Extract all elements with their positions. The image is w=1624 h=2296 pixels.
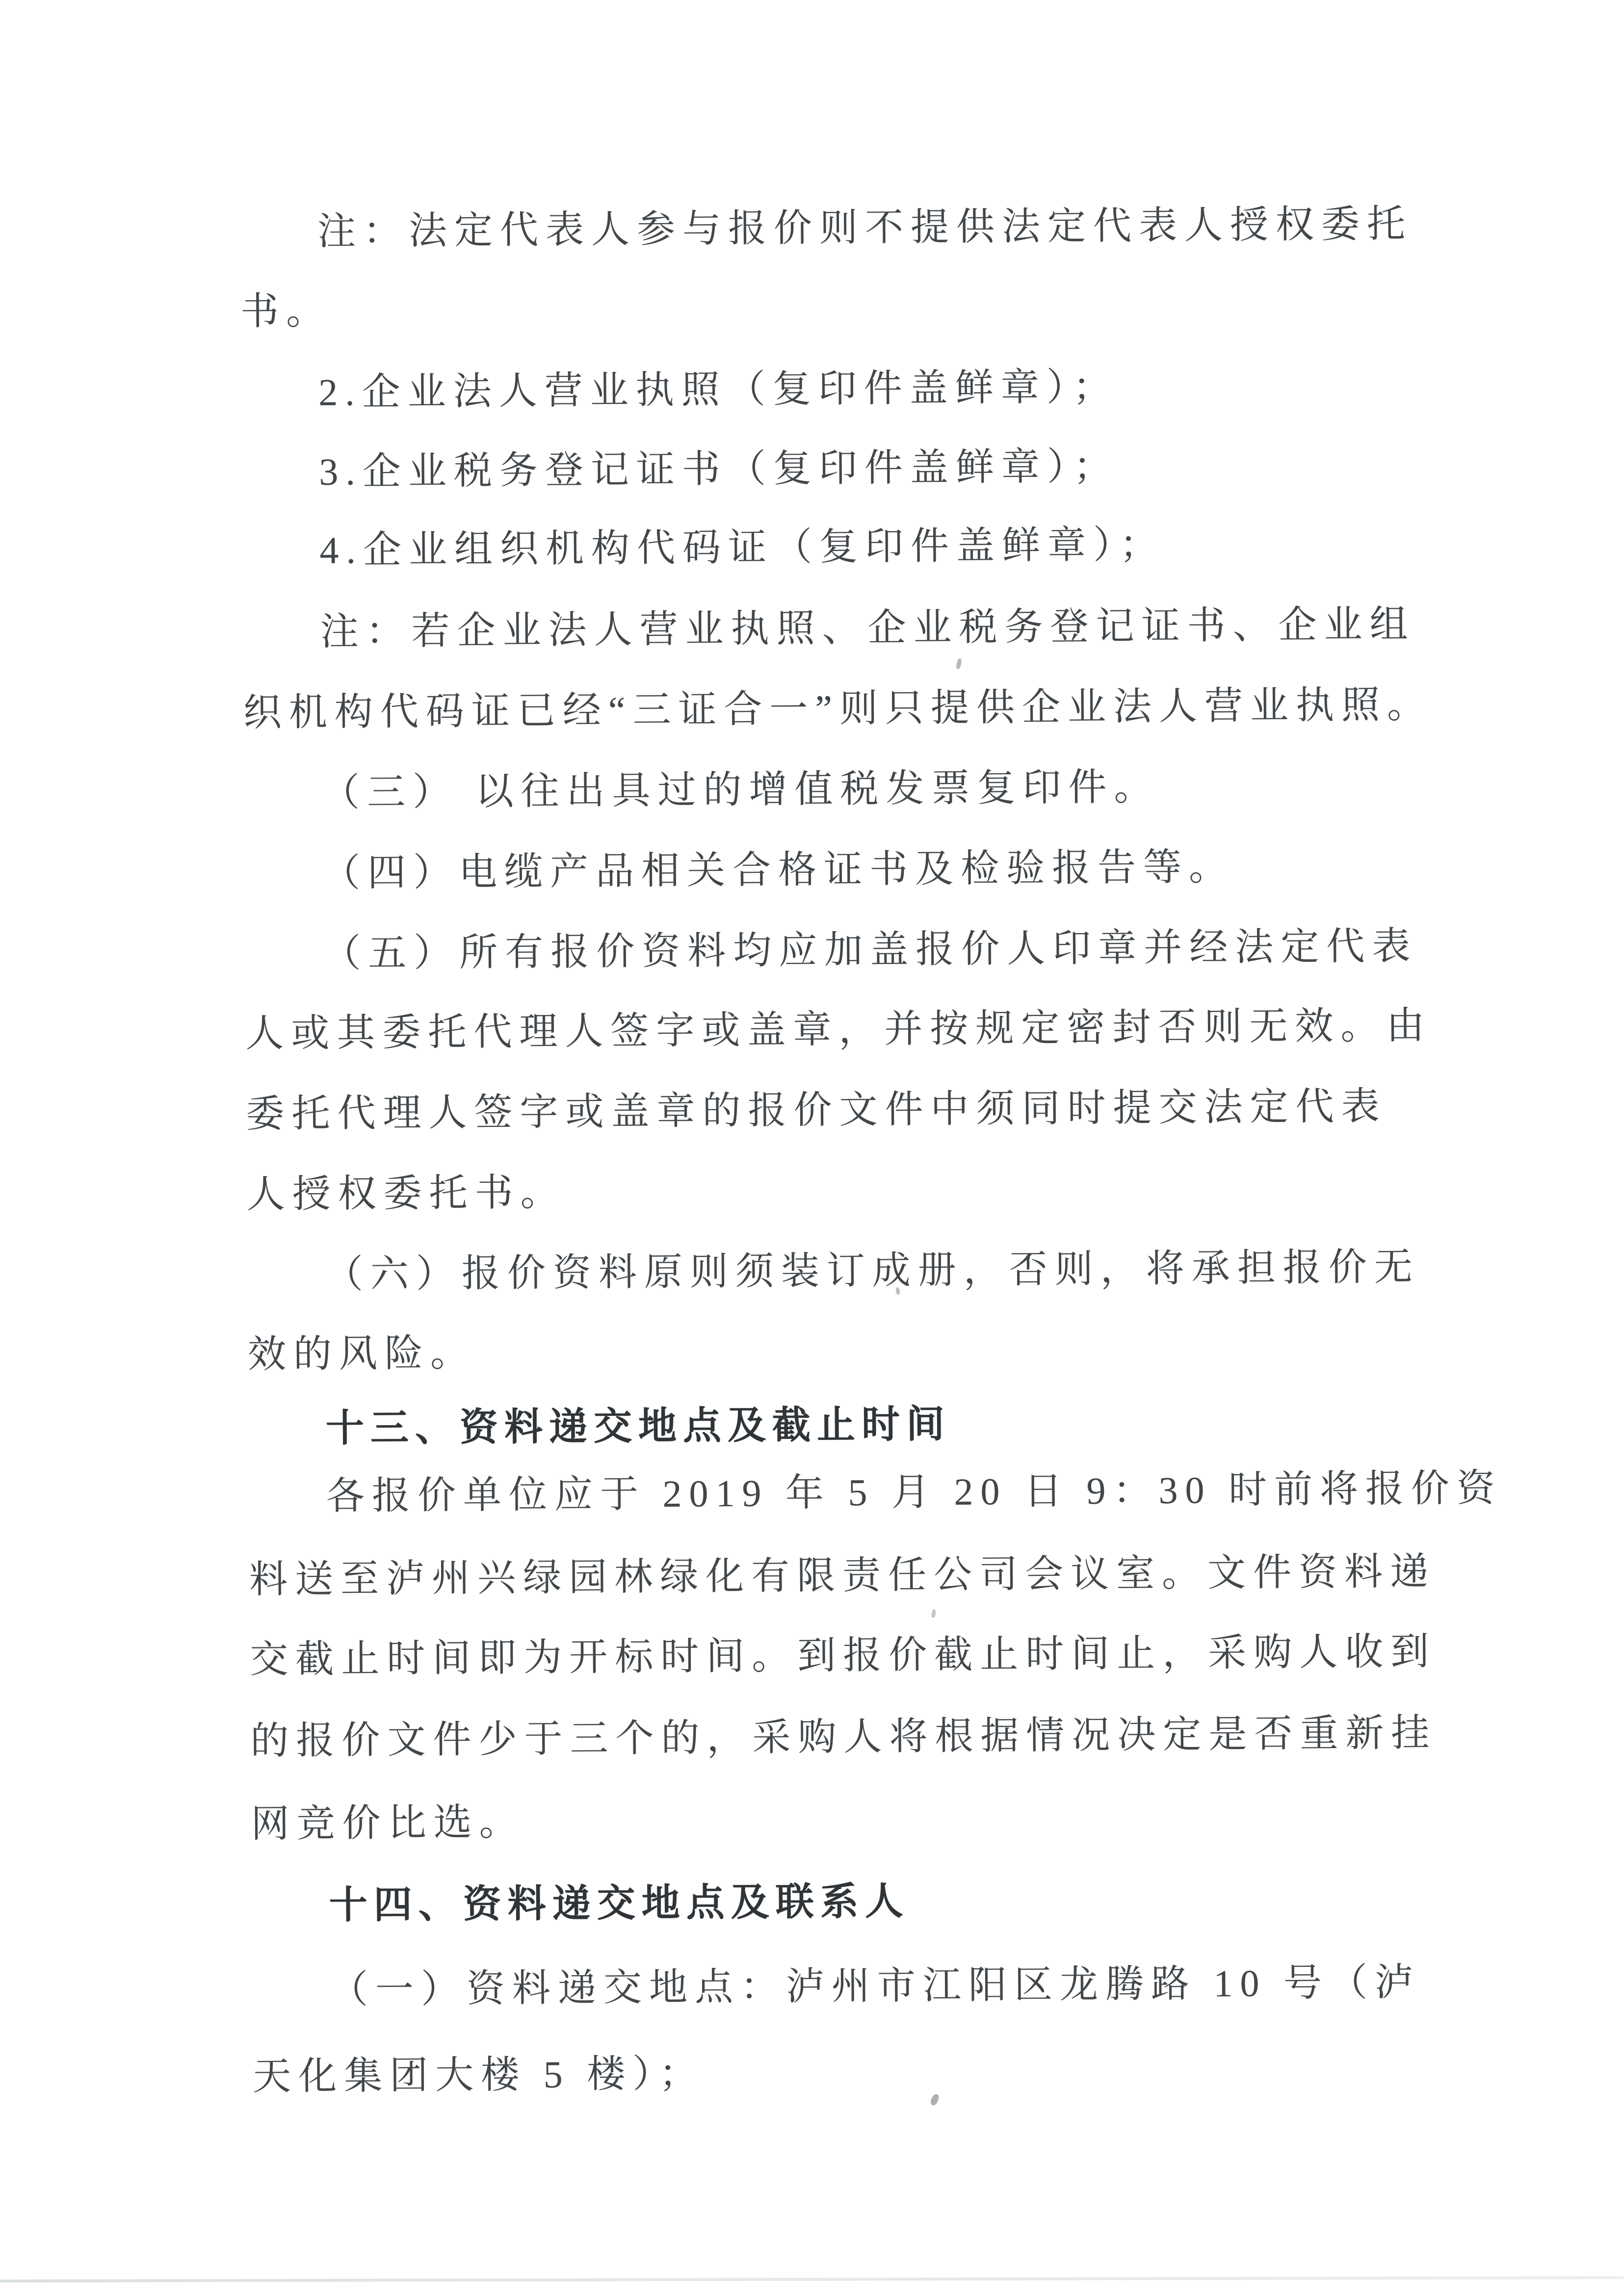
text-line: 交截止时间即为开标时间。到报价截止时间止，采购人收到	[249, 1630, 1437, 1681]
text-line: 料送至泸州兴绿园林绿化有限责任公司会议室。文件资料递	[249, 1550, 1436, 1601]
text-line: （三） 以往出具过的增值税发票复印件。	[321, 765, 1160, 814]
section-heading: 十三、资料递交地点及截止时间	[325, 1403, 951, 1450]
text-line: 的报价文件少于三个的，采购人将根据情况决定是否重新挂	[250, 1711, 1437, 1763]
section-heading: 十四、资料递交地点及联系人	[329, 1879, 910, 1927]
text-line: 网竞价比选。	[251, 1800, 525, 1846]
text-line: 人授权委托书。	[246, 1171, 566, 1216]
text-line: 4.企业组织机构代码证（复印件盖鲜章）；	[319, 522, 1166, 572]
text-line: 人或其委托代理人签字或盖章，并按规定密封否则无效。由	[245, 1004, 1432, 1055]
text-line: 天化集团大楼 5 楼）；	[252, 2052, 705, 2098]
text-line: （五）所有报价资料均应加盖报价人印章并经法定代表	[322, 924, 1418, 975]
text-line: 委托代理人签字或盖章的报价文件中须同时提交法定代表	[246, 1084, 1387, 1136]
text-line: 效的风险。	[247, 1331, 476, 1376]
text-line: 书。	[240, 289, 332, 333]
text-line: 各报价单位应于 2019 年 5 月 20 日 9：30 时前将报价资	[326, 1466, 1503, 1517]
text-line: （四）电缆产品相关合格证书及检验报告等。	[321, 845, 1235, 894]
text-line: （一）资料递交地点：泸州市江阳区龙腾路 10 号（泸	[329, 1960, 1421, 2011]
text-line: （六）报价资料原则须装订成册，否则，将承担报价无	[324, 1245, 1420, 1296]
text-line: 2.企业法人营业执照（复印件盖鲜章）；	[318, 365, 1119, 414]
text-line: 织机构代码证已经“三证合一”则只提供企业法人营业执照。	[243, 683, 1433, 734]
text-line: 注：法定代表人参与报价则不提供法定代表人授权委托	[317, 202, 1413, 253]
text-line: 3.企业税务登记证书（复印件盖鲜章）；	[319, 444, 1120, 493]
text-line: 注：若企业法人营业执照、企业税务登记证书、企业组	[320, 602, 1415, 653]
